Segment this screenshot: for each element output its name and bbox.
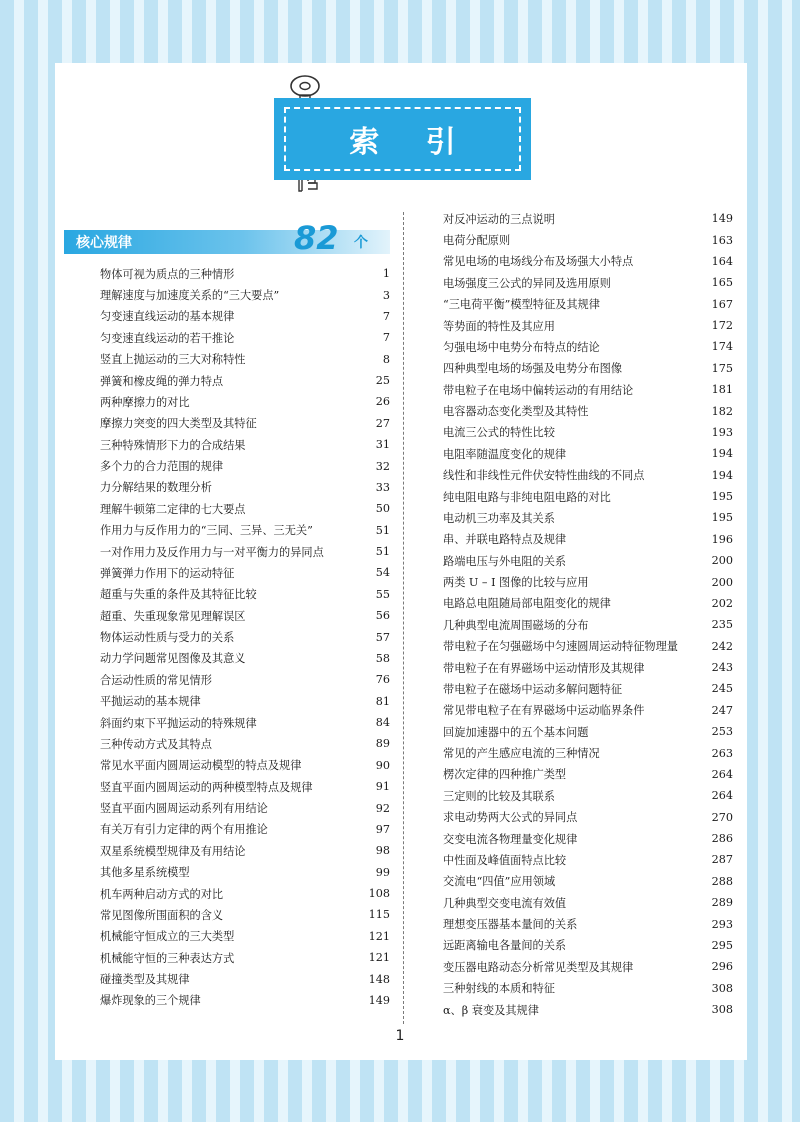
- index-entry[interactable]: [100, 926, 390, 947]
- index-entry-page: 33: [375, 480, 390, 494]
- index-entry-title: 线性和非线性元件伏安特性曲线的不同点: [443, 469, 645, 483]
- index-entry-page: 1: [382, 267, 390, 281]
- index-entry-title: 超重与失重的条件及其特征比较: [100, 588, 257, 602]
- index-entry[interactable]: [100, 840, 390, 861]
- index-entry[interactable]: [443, 742, 733, 763]
- index-entry-title: 动力学问题常见图像及其意义: [100, 652, 246, 666]
- index-entry[interactable]: [443, 208, 733, 229]
- index-entry-title: 回旋加速器中的五个基本问题: [443, 725, 589, 739]
- index-entry-title: 两种摩擦力的对比: [100, 395, 190, 409]
- index-entry-title: 匀强电场中电势分布特点的结论: [443, 340, 600, 354]
- index-entry-title: 两类 U – I 图像的比较与应用: [443, 576, 589, 590]
- index-entry[interactable]: [443, 422, 733, 443]
- index-entry-page: 174: [711, 340, 733, 354]
- index-entry-page: 8: [382, 352, 390, 366]
- index-entry-page: 202: [711, 596, 733, 610]
- index-entry-page: 50: [375, 502, 390, 516]
- index-entry[interactable]: [100, 776, 390, 797]
- index-entry-page: 264: [711, 789, 733, 803]
- index-entry[interactable]: [443, 571, 733, 592]
- index-entry-page: 97: [375, 822, 390, 836]
- index-entry[interactable]: [100, 306, 390, 327]
- index-entry-page: 295: [711, 938, 733, 952]
- index-entry-title: 匀变速直线运动的基本规律: [100, 310, 235, 324]
- index-entry[interactable]: [100, 755, 390, 776]
- index-entry[interactable]: [443, 379, 733, 400]
- right-index-column: [443, 208, 733, 1020]
- index-entry[interactable]: [100, 691, 390, 712]
- index-entry[interactable]: [100, 904, 390, 925]
- index-entry-title: 交变电流各物理量变化规律: [443, 832, 578, 846]
- index-entry-page: 293: [711, 917, 733, 931]
- index-entry-page: 121: [368, 929, 390, 943]
- index-entry-title: 电流三公式的特性比较: [443, 426, 555, 440]
- index-entry-page: 263: [711, 746, 733, 760]
- index-entry-page: 196: [711, 532, 733, 546]
- index-entry[interactable]: [443, 849, 733, 870]
- index-entry-page: 194: [711, 468, 733, 482]
- index-entry[interactable]: [443, 785, 733, 806]
- index-entry-title: 四种典型电场的场强及电势分布图像: [443, 362, 623, 376]
- index-entry[interactable]: [443, 400, 733, 421]
- index-entry[interactable]: [100, 819, 390, 840]
- index-entry[interactable]: [100, 370, 390, 391]
- index-entry-title: 斜面约束下平抛运动的特殊规律: [100, 716, 257, 730]
- index-entry-title: 几种典型电流周围磁场的分布: [443, 618, 589, 632]
- index-entry-page: 108: [368, 887, 390, 901]
- index-entry-title: 弹簧弹力作用下的运动特征: [100, 566, 235, 580]
- index-entry-title: 合运动性质的常见情形: [100, 673, 212, 687]
- index-entry-title: 楞次定律的四种推广类型: [443, 768, 567, 782]
- index-entry-title: 三种传动方式及其特点: [100, 737, 212, 751]
- index-entry-page: 164: [711, 254, 733, 268]
- index-entry-title: 机车两种启动方式的对比: [100, 887, 224, 901]
- index-entry-title: 三种特殊情形下力的合成结果: [100, 438, 246, 452]
- index-entry-title: 理解牛顿第二定律的七大要点: [100, 502, 246, 516]
- index-entry-title: 物体运动性质与受力的关系: [100, 631, 235, 645]
- index-entry[interactable]: [100, 477, 390, 498]
- index-entry-title: 电场强度三公式的异同及选用原则: [443, 276, 611, 290]
- index-entry-page: 195: [711, 490, 733, 504]
- index-entry-page: 98: [375, 844, 390, 858]
- index-entry-page: 296: [711, 960, 733, 974]
- index-entry[interactable]: [100, 605, 390, 626]
- index-entry-title: 理解速度与加速度关系的“三大要点”: [100, 289, 280, 303]
- index-entry[interactable]: [443, 913, 733, 934]
- index-entry[interactable]: [100, 562, 390, 583]
- index-entry[interactable]: [100, 669, 390, 690]
- section-count-unit: 个: [354, 235, 368, 251]
- index-entry[interactable]: [100, 947, 390, 968]
- index-entry[interactable]: [100, 498, 390, 519]
- index-entry[interactable]: [443, 978, 733, 999]
- index-entry[interactable]: [443, 486, 733, 507]
- index-entry-page: 245: [711, 682, 733, 696]
- page-number: 1: [395, 1028, 405, 1044]
- index-entry-title: 力分解结果的数理分析: [100, 481, 212, 495]
- index-entry-page: 167: [711, 297, 733, 311]
- index-entry-page: 3: [382, 288, 390, 302]
- index-entry-page: 7: [382, 331, 390, 345]
- index-entry-title: 碰撞类型及其规律: [100, 973, 190, 987]
- left-index-column: [100, 263, 390, 1011]
- index-entry[interactable]: [443, 529, 733, 550]
- index-entry-title: 弹簧和橡皮绳的弹力特点: [100, 374, 224, 388]
- index-entry-page: 7: [382, 309, 390, 323]
- index-entry-title: 电容器动态变化类型及其特性: [443, 405, 589, 419]
- index-entry-title: 爆炸现象的三个规律: [100, 994, 201, 1008]
- index-entry-page: 172: [711, 319, 733, 333]
- index-entry[interactable]: [443, 828, 733, 849]
- index-entry[interactable]: [100, 541, 390, 562]
- index-entry-page: 51: [375, 545, 390, 559]
- index-entry[interactable]: [100, 862, 390, 883]
- index-entry-page: 308: [711, 1003, 733, 1017]
- index-entry[interactable]: [443, 358, 733, 379]
- index-entry-page: 76: [375, 673, 390, 687]
- index-entry-page: 308: [711, 981, 733, 995]
- index-entry-page: 289: [711, 896, 733, 910]
- index-entry-title: 电荷分配原则: [443, 234, 511, 248]
- index-entry-page: 181: [711, 383, 733, 397]
- index-entry-title: 竖直平面内圆周运动的两种模型特点及规律: [100, 780, 313, 794]
- index-entry-page: 182: [711, 404, 733, 418]
- index-entry-page: 165: [711, 276, 733, 290]
- index-entry[interactable]: [443, 507, 733, 528]
- index-entry-title: 竖直平面内圆周运动系列有用结论: [100, 802, 268, 816]
- index-entry-title: 常见水平面内圆周运动模型的特点及规律: [100, 759, 302, 773]
- index-entry[interactable]: [443, 764, 733, 785]
- index-entry-page: 247: [711, 703, 733, 717]
- index-entry[interactable]: [443, 614, 733, 635]
- index-entry-title: 三定则的比较及其联系: [443, 789, 555, 803]
- index-entry-title: 带电粒子在匀强磁场中匀速圆周运动特征物理量: [443, 640, 678, 654]
- index-entry-page: 235: [711, 618, 733, 632]
- index-entry-page: 57: [375, 630, 390, 644]
- index-entry-title: 几种典型交变电流有效值: [443, 896, 567, 910]
- index-entry-page: 56: [375, 609, 390, 623]
- index-entry[interactable]: [443, 892, 733, 913]
- index-entry-title: 变压器电路动态分析常见类型及其规律: [443, 960, 634, 974]
- index-entry-page: 270: [711, 810, 733, 824]
- index-entry-title: 中性面及峰值面特点比较: [443, 853, 567, 867]
- index-entry[interactable]: [443, 678, 733, 699]
- index-entry[interactable]: [100, 455, 390, 476]
- index-entry[interactable]: [443, 465, 733, 486]
- index-entry-page: 195: [711, 511, 733, 525]
- index-entry-page: 175: [711, 361, 733, 375]
- index-entry-page: 81: [375, 694, 390, 708]
- page-title: 索 引: [349, 125, 474, 160]
- index-entry-title: 常见的产生感应电流的三种情况: [443, 747, 600, 761]
- index-entry-page: 84: [375, 716, 390, 730]
- index-entry-page: 148: [368, 972, 390, 986]
- index-entry[interactable]: [443, 871, 733, 892]
- index-entry-page: 31: [375, 438, 390, 452]
- index-entry[interactable]: [100, 648, 390, 669]
- index-entry[interactable]: [443, 272, 733, 293]
- index-entry-page: 90: [375, 758, 390, 772]
- index-entry-page: 243: [711, 661, 733, 675]
- index-entry-page: 194: [711, 447, 733, 461]
- index-entry-page: 121: [368, 951, 390, 965]
- section-label: 核心规律: [76, 235, 132, 251]
- index-entry-page: 51: [375, 523, 390, 537]
- index-entry-title: α、β 衰变及其规律: [443, 1003, 539, 1017]
- index-entry-title: 电路总电阻随局部电阻变化的规律: [443, 597, 611, 611]
- index-entry[interactable]: [100, 990, 390, 1011]
- index-entry-title: 平抛运动的基本规律: [100, 695, 201, 709]
- index-entry[interactable]: [100, 327, 390, 348]
- section-header: [64, 220, 390, 260]
- index-entry-page: 149: [711, 212, 733, 226]
- index-entry-title: 机械能守恒的三种表达方式: [100, 951, 235, 965]
- index-entry-title: 三种射线的本质和特征: [443, 982, 555, 996]
- index-entry[interactable]: [443, 229, 733, 250]
- index-entry-page: 32: [375, 459, 390, 473]
- index-entry-title: 带电粒子在有界磁场中运动情形及其规律: [443, 661, 645, 675]
- index-entry-page: 58: [375, 651, 390, 665]
- index-entry[interactable]: [100, 413, 390, 434]
- index-entry[interactable]: [100, 263, 390, 284]
- index-entry-page: 115: [368, 908, 390, 922]
- index-entry[interactable]: [100, 626, 390, 647]
- section-count: 82: [294, 219, 339, 257]
- index-entry-title: 其他多星系统模型: [100, 866, 190, 880]
- index-entry-page: 55: [375, 587, 390, 601]
- index-entry[interactable]: [443, 807, 733, 828]
- index-entry-page: 242: [711, 639, 733, 653]
- index-entry[interactable]: [100, 584, 390, 605]
- index-entry-page: 89: [375, 737, 390, 751]
- index-entry-title: 等势面的特性及其应用: [443, 319, 555, 333]
- index-entry-title: 常见电场的电场线分布及场强大小特点: [443, 255, 634, 269]
- index-entry-page: 25: [375, 374, 390, 388]
- index-entry[interactable]: [443, 593, 733, 614]
- index-entry-page: 200: [711, 554, 733, 568]
- index-entry[interactable]: [443, 443, 733, 464]
- index-entry[interactable]: [443, 336, 733, 357]
- index-entry[interactable]: [100, 883, 390, 904]
- index-entry-page: 92: [375, 801, 390, 815]
- index-entry-page: 26: [375, 395, 390, 409]
- index-entry-title: 摩擦力突变的四大类型及其特征: [100, 417, 257, 431]
- index-entry[interactable]: [100, 733, 390, 754]
- index-entry[interactable]: [443, 550, 733, 571]
- index-entry-page: 99: [375, 865, 390, 879]
- index-entry-page: 91: [375, 780, 390, 794]
- index-entry[interactable]: [443, 956, 733, 977]
- index-entry-title: 远距离输电各量间的关系: [443, 939, 567, 953]
- index-entry-title: 交流电“四值”应用领域: [443, 875, 556, 889]
- index-entry-page: 200: [711, 575, 733, 589]
- index-entry[interactable]: [100, 520, 390, 541]
- index-entry-title: 带电粒子在磁场中运动多解问题特征: [443, 682, 623, 696]
- index-entry[interactable]: [443, 315, 733, 336]
- index-entry-page: 287: [711, 853, 733, 867]
- column-divider: [403, 212, 404, 1024]
- index-entry-title: 串、并联电路特点及规律: [443, 533, 567, 547]
- index-entry-title: 常见带电粒子在有界磁场中运动临界条件: [443, 704, 645, 718]
- index-entry-title: 机械能守恒成立的三大类型: [100, 930, 235, 944]
- index-entry-title: 有关万有引力定律的两个有用推论: [100, 823, 268, 837]
- index-entry-page: 193: [711, 425, 733, 439]
- index-entry-page: 27: [375, 416, 390, 430]
- index-entry-title: 多个力的合力范围的规律: [100, 460, 224, 474]
- index-entry[interactable]: [443, 999, 733, 1020]
- index-entry-title: 双星系统模型规律及有用结论: [100, 844, 246, 858]
- index-entry[interactable]: [443, 721, 733, 742]
- index-entry-title: 纯电阻电路与非纯电阻电路的对比: [443, 490, 611, 504]
- index-entry-title: 竖直上抛运动的三大对称特性: [100, 353, 246, 367]
- index-entry[interactable]: [443, 935, 733, 956]
- index-entry[interactable]: [443, 294, 733, 315]
- index-entry-title: 物体可视为质点的三种情形: [100, 267, 235, 281]
- index-entry[interactable]: [100, 712, 390, 733]
- index-entry[interactable]: [100, 284, 390, 305]
- index-entry[interactable]: [100, 391, 390, 412]
- index-entry[interactable]: [443, 636, 733, 657]
- index-entry-page: 149: [368, 993, 390, 1007]
- index-entry[interactable]: [443, 657, 733, 678]
- index-entry-title: 带电粒子在电场中偏转运动的有用结论: [443, 383, 634, 397]
- index-entry[interactable]: [100, 434, 390, 455]
- index-entry[interactable]: [443, 700, 733, 721]
- index-entry-page: 253: [711, 725, 733, 739]
- index-entry-title: 求电动势两大公式的异同点: [443, 811, 578, 825]
- index-entry-title: “三电荷平衡”模型特征及其规律: [443, 298, 600, 312]
- title-banner: [274, 98, 531, 180]
- index-entry[interactable]: [100, 797, 390, 818]
- index-entry-title: 常见图像所围面积的含义: [100, 908, 224, 922]
- index-entry[interactable]: [100, 349, 390, 370]
- index-entry-title: 作用力与反作用力的“三同、三异、三无关”: [100, 524, 313, 538]
- index-entry-page: 286: [711, 832, 733, 846]
- title-frame: [284, 107, 521, 171]
- index-entry-title: 理想变压器基本量间的关系: [443, 918, 578, 932]
- index-entry-page: 54: [375, 566, 390, 580]
- index-entry-title: 匀变速直线运动的若干推论: [100, 331, 235, 345]
- index-entry-title: 一对作用力及反作用力与一对平衡力的异同点: [100, 545, 324, 559]
- index-entry-title: 对反冲运动的三点说明: [443, 212, 555, 226]
- index-entry-page: 163: [711, 233, 733, 247]
- index-entry-title: 路端电压与外电阻的关系: [443, 554, 567, 568]
- index-entry[interactable]: [100, 968, 390, 989]
- index-entry-page: 288: [711, 874, 733, 888]
- index-entry-title: 超重、失重现象常见理解误区: [100, 609, 246, 623]
- index-entry[interactable]: [443, 251, 733, 272]
- index-entry-page: 264: [711, 767, 733, 781]
- index-entry-title: 电阻率随温度变化的规律: [443, 447, 567, 461]
- index-entry-title: 电动机三功率及其关系: [443, 511, 555, 525]
